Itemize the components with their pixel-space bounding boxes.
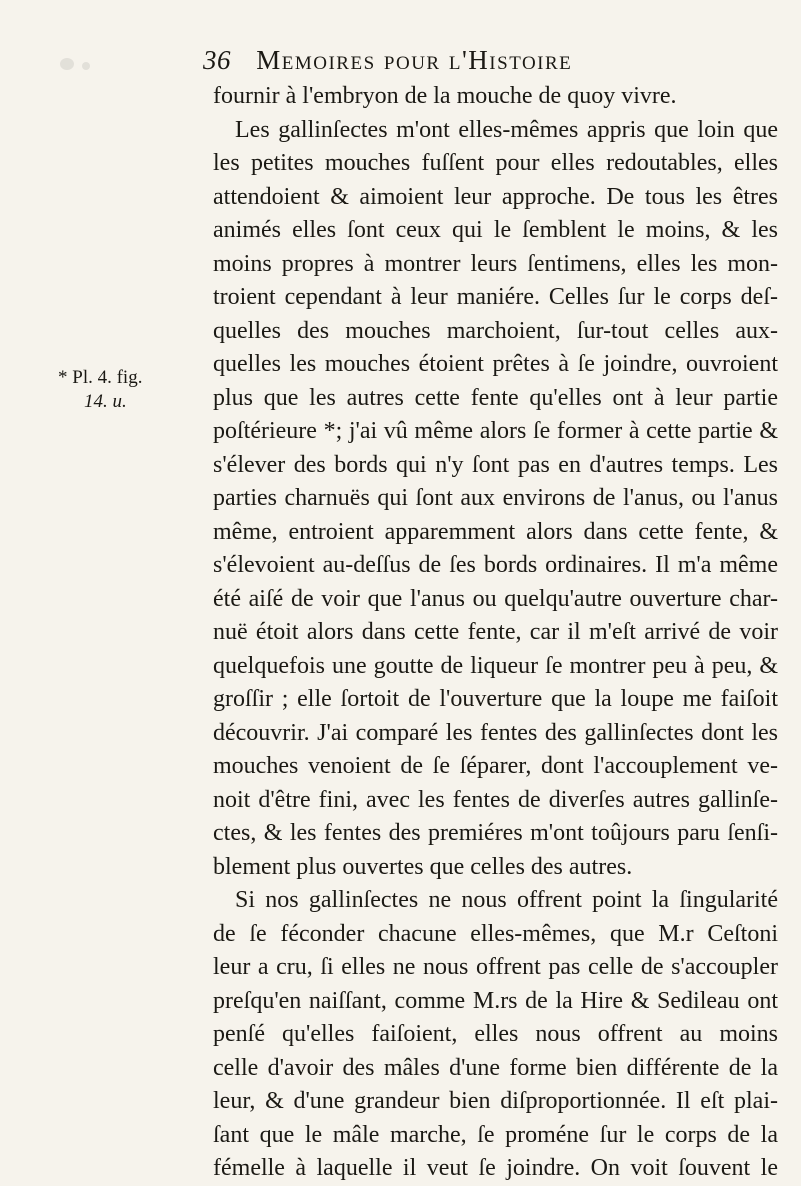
page-header: [203, 40, 723, 80]
text-line: s'élever des bords qui n'y ſont pas en d'autres temps. Les: [213, 451, 778, 478]
text-line: groſſir ; elle ſortoit de l'ouverture que la loupe me faiſoit: [213, 686, 778, 712]
text-line: noit d'être fini, avec les fentes de diverſes autres gallinſe-: [213, 786, 778, 813]
body-text: [213, 80, 778, 1186]
text-line: attendoient & aimoient leur approche. De tous les êtres: [213, 183, 778, 210]
text-line: quelquefois une goutte de liqueur ſe montrer peu à peu, &: [213, 652, 778, 679]
paper-stain: [82, 62, 90, 70]
margin-note-line: * Pl. 4. fig.: [58, 367, 143, 388]
text-line: découvrir. J'ai comparé les fentes des gallinſectes dont les: [213, 719, 778, 746]
text-line: blement plus ouvertes que celles des autres.: [213, 853, 633, 880]
margin-note: [58, 366, 206, 414]
paper-stain: [60, 58, 74, 70]
text-line: troient cependant à leur maniére. Celles ſur le corps deſ-: [213, 284, 778, 310]
margin-note-line: 14. u.: [84, 391, 127, 412]
text-line: Les gallinſectes m'ont elles-mêmes appris que loin que: [235, 116, 778, 143]
text-line: moins propres à montrer leurs ſentimens, elles les mon-: [213, 250, 778, 277]
text-line: quelles les mouches étoient prêtes à ſe joindre, ouvroient: [213, 351, 778, 377]
text-line: fémelle à laquelle il veut ſe joindre. On voit ſouvent le: [213, 1155, 778, 1181]
text-line: nuë étoit alors dans cette fente, car il m'eſt arrivé de voir: [213, 619, 778, 645]
text-line: penſé qu'elles faiſoient, elles nous offrent au moins: [213, 1021, 778, 1047]
text-line: ctes, & les fentes des premiéres m'ont toûjours paru ſenſi-: [213, 820, 778, 846]
text-line: s'élevoient au-deſſus de ſes bords ordinaires. Il m'a même: [213, 552, 778, 578]
text-line: parties charnuës qui ſont aux environs de l'anus, ou l'anus: [213, 485, 778, 511]
text-line: leur a cru, ſi elles ne nous offrent pas celle de s'accoupler: [213, 954, 778, 980]
text-line: leur, & d'une grandeur bien diſproportionnée. Il eſt plai-: [213, 1088, 778, 1114]
text-line: celle d'avoir des mâles d'une forme bien différente de la: [213, 1054, 778, 1081]
text-line: mouches venoient de ſe ſéparer, dont l'accouplement ve-: [213, 753, 778, 779]
text-line: ſant que le mâle marche, ſe proméne ſur le corps de la: [213, 1121, 778, 1148]
text-line: les petites mouches fuſſent pour elles redoutables, elles: [213, 150, 778, 176]
text-line: animés elles ſont ceux qui le ſemblent le moins, & les: [213, 217, 778, 243]
text-line: quelles des mouches marchoient, ſur-tout celles aux-: [213, 317, 778, 344]
running-title: Memoires pour l'Histoire: [256, 45, 573, 75]
page-number: 36: [203, 45, 231, 75]
text-line: Si nos gallinſectes ne nous offrent point la ſingularité: [235, 887, 778, 913]
text-line: poſtérieure *; j'ai vû même alors ſe former à cette partie &: [213, 418, 778, 444]
text-line: même, entroient apparemment alors dans cette fente, &: [213, 518, 778, 545]
text-line: preſqu'en naiſſant, comme M.rs de la Hire & Sedileau ont: [213, 987, 778, 1014]
text-line: été aiſé de voir que l'anus ou quelqu'autre ouverture char-: [213, 585, 778, 612]
text-line: de ſe féconder chacune elles-mêmes, que M.r Ceſtoni: [213, 920, 778, 947]
text-line: plus que les autres cette fente qu'elles ont à leur partie: [213, 384, 778, 411]
text-line: fournir à l'embryon de la mouche de quoy vivre.: [213, 83, 677, 109]
